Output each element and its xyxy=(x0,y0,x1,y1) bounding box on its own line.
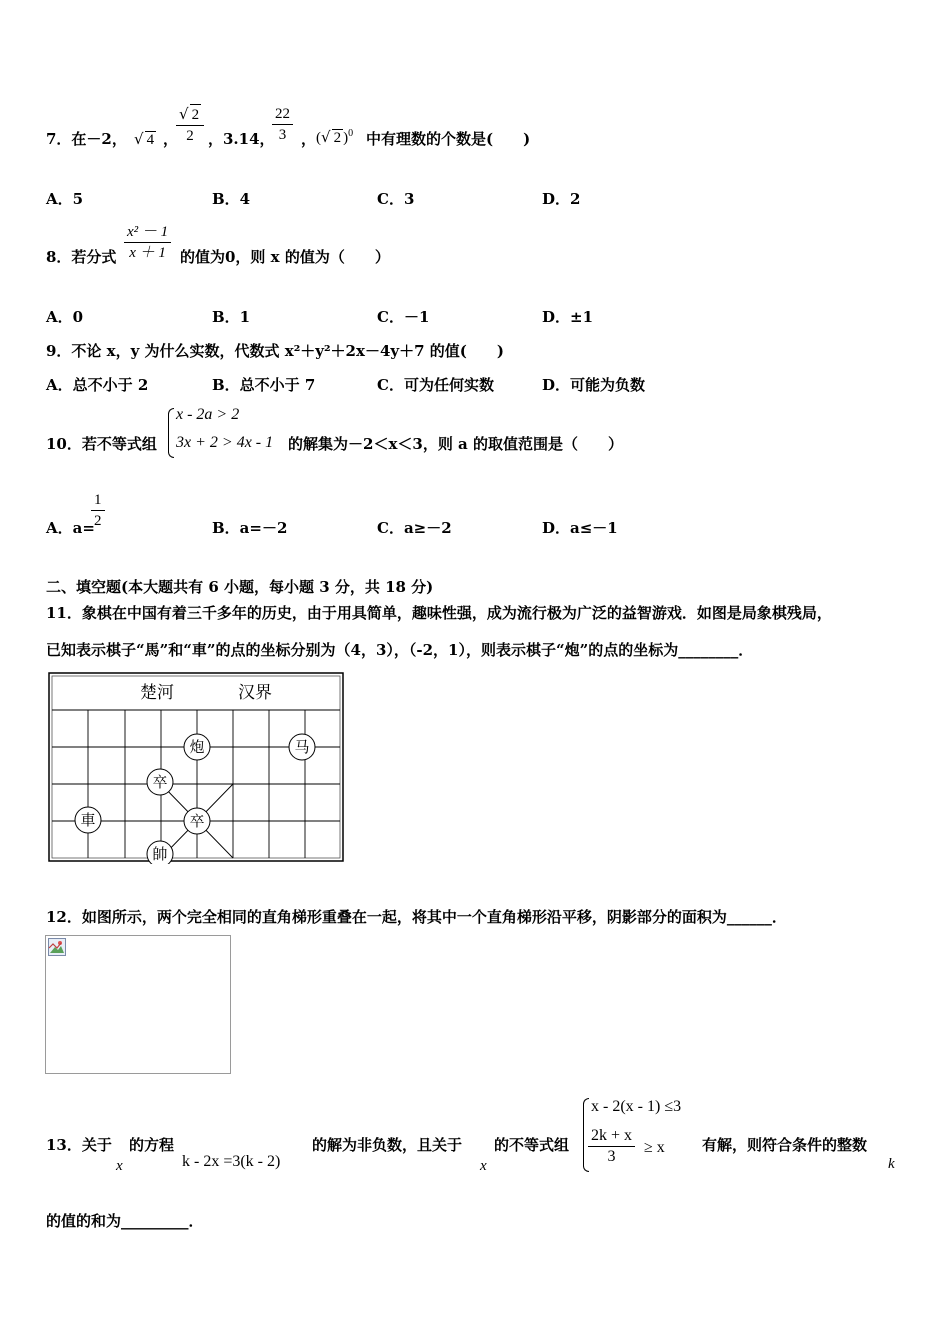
q10-line2: 3x + 2 > 4x - 1 xyxy=(176,434,274,451)
q10-line1: x - 2a > 2 xyxy=(176,406,240,423)
q7-sqrt2-over-2: $\frac{√ 2}{2}$ xyxy=(176,104,204,146)
q7-root4: √ 4 xyxy=(134,130,155,148)
q8-option-d: D．±1 xyxy=(542,308,594,326)
board-grid xyxy=(52,710,340,858)
q10-brace xyxy=(168,408,174,458)
q9-option-c: C．可为任何实数 xyxy=(377,376,494,394)
q10-option-d: D．a≤－1 xyxy=(542,519,618,537)
q8-prefix: 8．若分式 xyxy=(46,248,117,266)
q7-option-b: B．4 xyxy=(212,190,251,208)
q8-option-b: B．1 xyxy=(212,308,251,326)
q13-about-1: 13．关于 xyxy=(46,1136,112,1154)
river-left-label: 楚河 xyxy=(140,683,174,703)
q13-var-x-1: x xyxy=(116,1158,123,1174)
q12-text: 12．如图所示，两个完全相同的直角梯形重叠在一起，将其中一个直角梯形沿平移，阴影部分的面积为______． xyxy=(46,908,787,926)
q10-option-b: B．a=－2 xyxy=(212,519,288,537)
q10-suffix: 的解集为－2＜x＜3，则 a 的取值范围是（ ） xyxy=(288,435,623,453)
q13-mid: 的解为非负数，且关于 xyxy=(312,1136,463,1154)
q13-var-x-2: x xyxy=(480,1158,487,1174)
q13-var-k: k xyxy=(888,1156,895,1172)
piece-shuai: 帥 xyxy=(152,845,168,863)
q10-option-c: C．a≥－2 xyxy=(377,519,452,537)
q13-equation-label: 的方程 xyxy=(129,1136,175,1154)
q8-option-c: C．－1 xyxy=(377,308,430,326)
section-2-title: 二、填空题(本大题共有 6 小题，每小题 3 分，共 18 分) xyxy=(46,578,434,596)
piece-ma: 马 xyxy=(294,738,310,756)
q7-suffix: 中有理数的个数是( ) xyxy=(366,130,531,148)
piece-zu-1: 卒 xyxy=(152,773,168,791)
q12-broken-image xyxy=(45,935,231,1074)
chess-board xyxy=(48,672,346,864)
q13-inequality-label: 的不等式组 xyxy=(494,1136,570,1154)
q10-option-a-prefix: A．a= xyxy=(46,519,95,537)
q8-fraction: $\frac{\text{x² － 1}}{x + 1}$ xyxy=(124,222,171,263)
piece-pao: 炮 xyxy=(189,738,205,756)
piece-che: 車 xyxy=(80,811,96,829)
q13-system-fraction: $\frac{2k + x}{3}$ xyxy=(588,1126,635,1167)
broken-image-icon xyxy=(48,938,66,956)
q10-option-a-fraction: $\frac{1}{2}$ xyxy=(91,490,105,531)
q13-tail: 有解，则符合条件的整数 xyxy=(702,1136,868,1154)
q7-option-d: D．2 xyxy=(542,190,581,208)
q11-line1: 11．象棋在中国有着三千多年的历史，由于用具简单，趣味性强，成为流行极为广泛的益智游戏．如图是局象棋残局， xyxy=(46,604,832,622)
q9-option-d: D．可能为负数 xyxy=(542,376,646,394)
river-right-label: 汉界 xyxy=(238,683,272,703)
q7-option-c: C．3 xyxy=(377,190,415,208)
q13-system-line1: x - 2(x - 1) ≤3 xyxy=(591,1098,682,1115)
q7-22-over-3: $\frac{22}{3}$ xyxy=(272,104,293,145)
q8-suffix: 的值为0，则 x 的值为（ ） xyxy=(180,248,390,266)
q8-option-a: A．0 xyxy=(46,308,84,326)
q13-equation: k - 2x =3(k - 2) xyxy=(182,1153,281,1170)
q7-prefix: 7．在－2， xyxy=(46,130,127,148)
q9-text: 9．不论 x，y 为什么实数，代数式 x²＋y²＋2x－4y＋7 的值( ) xyxy=(46,342,504,360)
q9-option-b: B．总不小于 7 xyxy=(212,376,316,394)
q13-system-relation: ≥ x xyxy=(644,1139,665,1156)
q10-prefix: 10．若不等式组 xyxy=(46,435,157,453)
q11-line2: 已知表示棋子“馬”和“車”的点的坐标分别为（4，3），（-2，1），则表示棋子“炮”的点的坐标为________． xyxy=(46,641,754,659)
chess-board-figure xyxy=(48,672,346,864)
piece-zu-2: 卒 xyxy=(189,812,205,830)
q7-option-a: A．5 xyxy=(46,190,84,208)
q7-root2-power0: (√ 2 )$^0$ xyxy=(316,128,354,146)
q7-value-314: ，3.14， xyxy=(208,130,275,148)
q13-line2: 的值的和为_________． xyxy=(46,1212,204,1230)
q9-option-a: A．总不小于 2 xyxy=(46,376,149,394)
